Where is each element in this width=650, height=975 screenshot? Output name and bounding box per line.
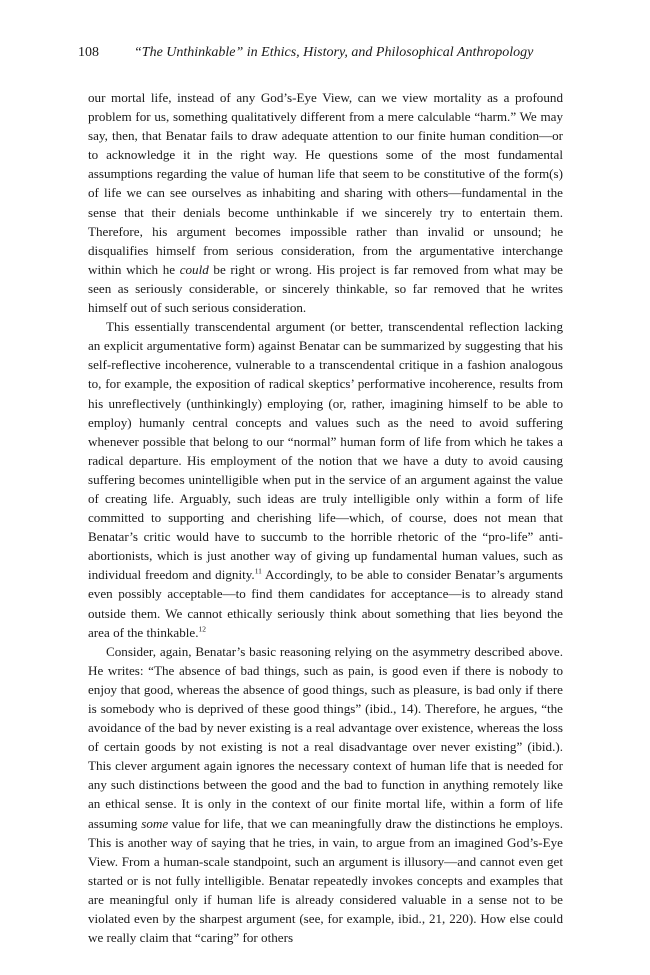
- text-run: be right or wrong. His project is far removed from what may be seen as seriously considerable, or sincerely thinkable, so far removed that he writes himself out of such serious consideration.: [88, 261, 563, 316]
- running-title: “The Unthinkable” in Ethics, History, and Philosophical Anthropology: [134, 45, 534, 60]
- body-text: [88, 88, 563, 947]
- text-run: our mortal life, instead of any God’s-Eye View, can we view mortality as a profound problem for us, something qualitatively different from a mere calculable “harm.” We may say, then, that Benatar fails to draw adequate attention to our finite human condition—or to acknowledge it in the right way. He questions some of the most fundamental assumptions regarding the value of human life that seem to be constitutive of the form(s) of life we can see ourselves as inhabiting and sharing with others—fundamental in the sense that their denials become unthinkable if we sincerely try to entertain them. Therefore, his argument becomes impossible rather than invalid or unsound; he disqualifies himself from serious consideration, from the argumentative interchange within which he: [88, 90, 563, 277]
- paragraph-2: [88, 317, 563, 642]
- text-run: Consider, again, Benatar’s basic reasoning relying on the asymmetry described above. He writes: “The absence of bad things, such as pain, is good even if there is nobody to enjoy that good, whereas the absence of good things, such as pleasure, is bad only if there is somebody who is deprived of these good things” (ibid., 14). Therefore, he argues, “the avoidance of the bad by never existing is a real advantage over existence, whereas the loss of certain goods by not existing is not a real disadvantage over never existing” (ibid.). This clever argument again ignores the necessary context of human life that is needed for any such distinctions between the good and the bad to function in anything remotely like an ethical sense. It is only in the context of our finite mortal life, within a form of life assuming: [88, 643, 563, 831]
- footnote-ref-12[interactable]: 12: [198, 624, 207, 634]
- page-number: 108: [78, 45, 99, 60]
- running-header: [78, 44, 562, 62]
- footnote-ref-11[interactable]: 11: [254, 566, 262, 576]
- paragraph-1: [88, 88, 563, 317]
- emphasis-some: some: [141, 815, 169, 831]
- text-run: This essentially transcendental argument (or better, transcendental reflection lacking an explicit argumentative form) against Benatar can be summarized by suggesting that his self-reflective incoherence, vulnerable to a transcendental critique in a fashion analogous to, for example, the exposition of radical skeptics’ performative incoherence, results from his unreflectively (unthinkingly) employing (or, rather, imagining himself to be able to employ) humanly central concepts and values such as the need to avoid suffering whenever possible that belong to our “normal” human form of life from which he takes a radical departure. His employment of the notion that we have a duty to avoid causing suffering becomes unintelligible when put in the service of an argument against the value of creating life. Arguably, such ideas are truly intelligible only within a form of life committed to supporting and cherishing life—which, of course, does not mean that Benatar’s critic would have to succumb to the horrible rhetoric of the “pro-life” anti-abortionists, which is just another way of giving up fundamental human values, such as individual freedom and dignity.: [88, 319, 563, 583]
- paragraph-3: [88, 642, 563, 948]
- emphasis-could: could: [179, 261, 209, 277]
- text-run: Accordingly, to be able to consider Benatar’s arguments even possibly acceptable—to find them candidates for acceptance—is to already stand outside them. We cannot ethically seriously think about something that lies beyond the area of the thinkable.: [88, 567, 563, 640]
- text-run: value for life, that we can meaningfully draw the distinctions he employs. This is another way of saying that he tries, in vain, to argue from an imagined God’s-Eye View. From a human-scale standpoint, such an argument is illusory—and cannot even get started or is not fully intelligible. Benatar repeatedly invokes concepts and examples that are meaningful only if human life is already considered valuable in a sense not to be violated even by the sharpest argument (see, for example, ibid., 21, 220). How else could we really claim that “caring” for others: [88, 815, 563, 946]
